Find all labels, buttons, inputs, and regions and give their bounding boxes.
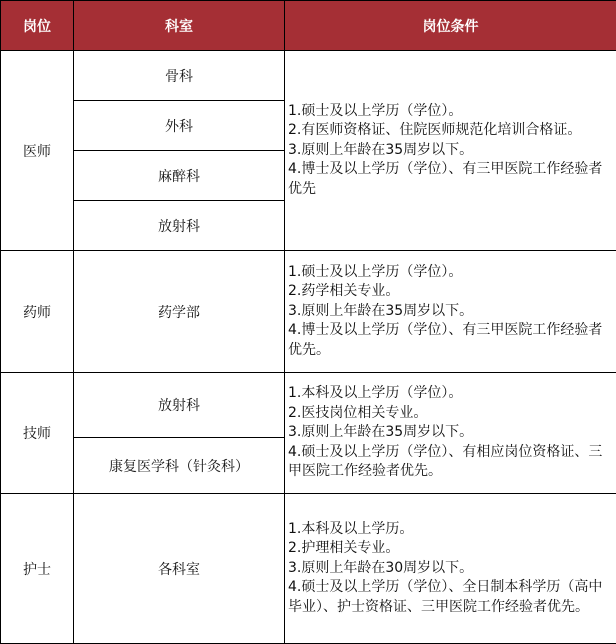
requirement-line: 1.本科及以上学历。 xyxy=(288,520,414,537)
requirement-line: 1.本科及以上学历（学位）。 xyxy=(288,385,463,402)
requirement-line: 1.硕士及以上学历（学位）。 xyxy=(288,263,463,280)
requirement-line: 3.原则上年龄在30周岁以下。 xyxy=(288,559,474,576)
requirements-cell xyxy=(285,251,616,373)
table-row xyxy=(1,373,616,438)
department-cell: 外科 xyxy=(74,101,285,151)
requirement-line: 3.原则上年龄在35周岁以下。 xyxy=(288,302,474,319)
requirements-cell xyxy=(285,373,616,494)
position-cell: 技师 xyxy=(1,373,74,494)
table-row xyxy=(1,494,616,644)
requirements-cell xyxy=(285,51,616,251)
requirement-line: 4.博士及以上学历（学位）、有三甲医院工作经验者优先。 xyxy=(288,322,603,358)
table-row xyxy=(1,51,616,101)
department-cell: 各科室 xyxy=(74,494,285,644)
requirement-line: 4.硕士及以上学历（学位）、全日制本科学历（高中毕业）、护士资格证、三甲医院工作经验者优先。 xyxy=(288,579,603,615)
department-cell: 麻醉科 xyxy=(74,151,285,201)
header-position: 岗位 xyxy=(1,1,74,51)
department-cell: 药学部 xyxy=(74,251,285,373)
position-cell: 药师 xyxy=(1,251,74,373)
department-cell: 骨科 xyxy=(74,51,285,101)
position-cell: 护士 xyxy=(1,494,74,644)
requirement-line: 2.有医师资格证、住院医师规范化培训合格证。 xyxy=(288,122,582,139)
requirement-line: 4.博士及以上学历（学位）、有三甲医院工作经验者优先 xyxy=(288,161,603,197)
table-row xyxy=(1,251,616,373)
requirements-cell xyxy=(285,494,616,644)
department-cell: 康复医学科（针灸科） xyxy=(74,438,285,494)
requirement-line: 3.原则上年龄在35周岁以下。 xyxy=(288,141,474,158)
header-department: 科室 xyxy=(74,1,285,51)
position-cell: 医师 xyxy=(1,51,74,251)
table-header-row xyxy=(1,1,616,51)
requirement-line: 2.护理相关专业。 xyxy=(288,540,400,557)
requirement-line: 2.医技岗位相关专业。 xyxy=(288,404,428,421)
requirement-line: 3.原则上年龄在35周岁以下。 xyxy=(288,424,474,441)
header-requirements: 岗位条件 xyxy=(285,1,616,51)
requirement-line: 4.硕士及以上学历（学位）、有相应岗位资格证、三甲医院工作经验者优先。 xyxy=(288,443,603,480)
department-cell: 放射科 xyxy=(74,373,285,438)
department-cell: 放射科 xyxy=(74,201,285,251)
requirement-line: 1.硕士及以上学历（学位）。 xyxy=(288,102,463,119)
requirement-line: 2.药学相关专业。 xyxy=(288,283,400,300)
